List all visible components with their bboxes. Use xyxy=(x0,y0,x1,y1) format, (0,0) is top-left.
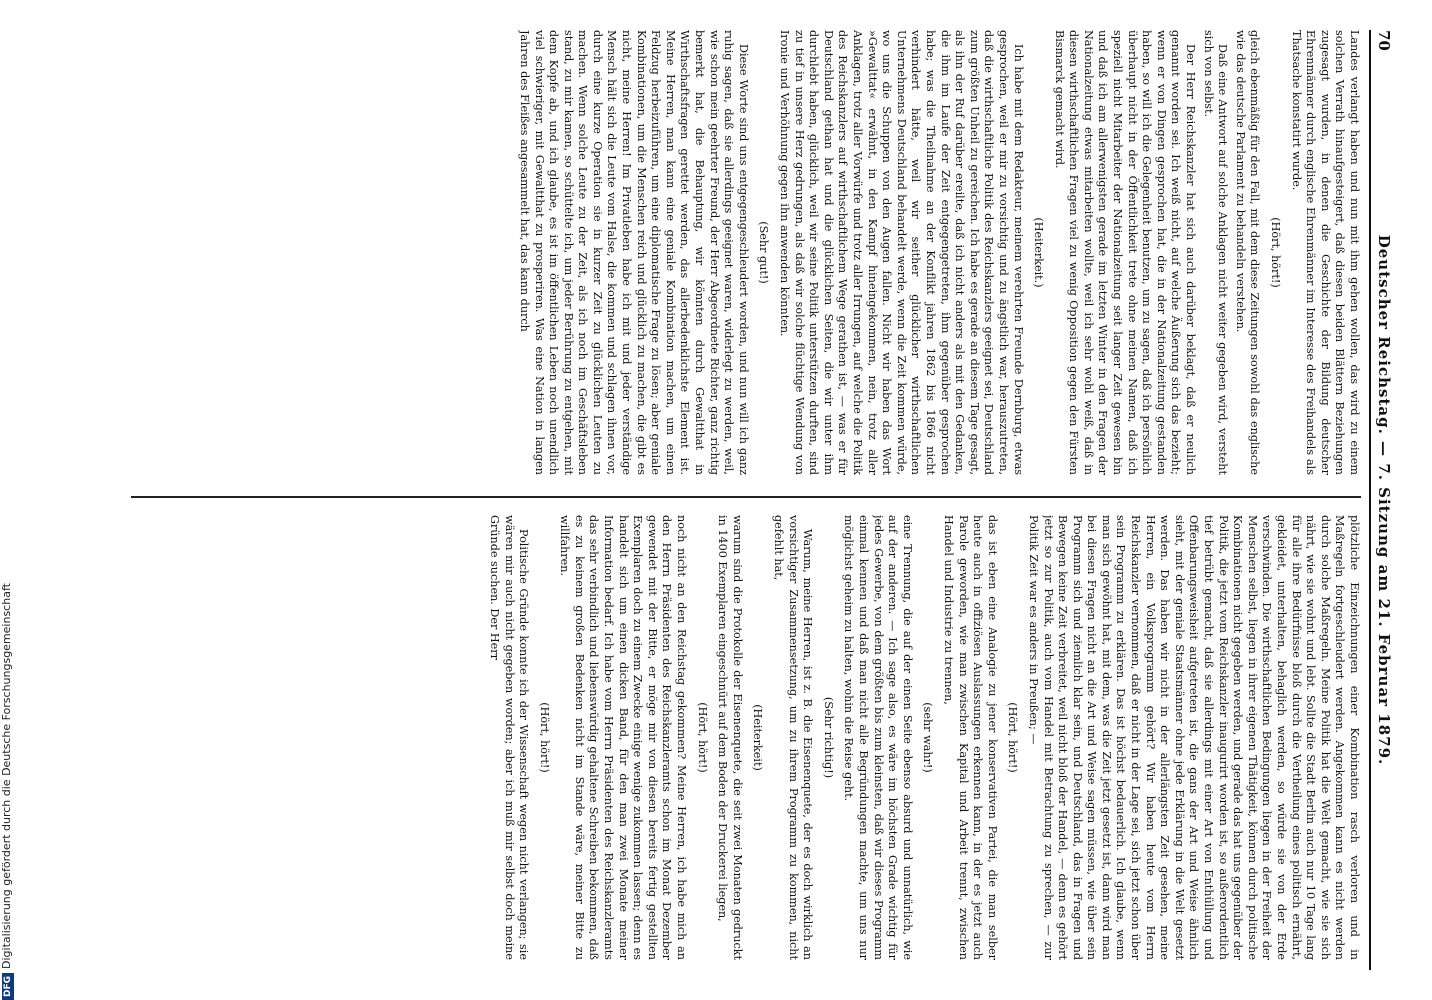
dfg-credit-text: Digitalisierung gefördert durch die Deutsche Forschungsgemeinschaft xyxy=(0,583,13,969)
paragraph: Diese Worte sind uns entgegengeschleudert worden, und nun will ich ganz ruhig sagen, daß sie allerdings geeignet waren, widerlegt zu werden, weil, wie schon mein geehrter Freund, der Herr Abgeordnete Richter, ganz richtig bemerkt hat, die Behauptung, wir könnten durch Gewaltthat in Wirthschaftsfragen gerettet werden, das allerbedenklichste Element ist. Meine Herren, man kann eine geniale Kombination machen, um einen Feldzug herbeizuführen, um eine diplomatische Frage zu lösen; aber geniale Kombinationen, um die Menschen reich und glücklich zu machen, die gibt es nicht, meine Herren! Im Privatleben habe ich mit und jeder verständige Mensch hält sich die Leute vom Halse, die kommen und schlagen ihnen vor, durch eine kurze Operation sie in kurzer Zeit zu glücklichen Leuten zu machen. Wenn solche Leute zu der Zeit, als ich noch im Geschäftsleben stand, zu mir kamen, so schüttelte ich, um jeder Berührung zu entgehen, mit dem Kopfe ab, und ich glaube, es ist im öffentlichen Leben noch unendlich viel schwieriger, mit Gewaltthat zu prosperiren. Was eine Nation in langen Jahren des Fleißes angesammelt hat, das kann durch xyxy=(517,30,750,475)
paragraph: noch nicht an den Reichstag gekommen? Meine Herren, ich habe mich an den Herrn Präsidenten des Reichskanzleramts schon im Monat Dezember gewendet mit der Bitte, er möge mir von diesen bereits fertig gestellten Exemplaren doch zu einem Zwecke einige wenige zukommen lassen; denn es handelt sich um einen dicken Band, für den man zwei Monate meiner Information bedarf. Ich habe vom Herrn Präsidenten des Reichskanzleramts das sehr verbindlich und liebenswürdig gehaltene Schreiben bekommen, daß es zu keinem großen Bedenken nicht im Stande wäre, meiner Bitte zu willfahren. xyxy=(558,515,689,960)
paragraph: plötzliche Einzeichnungen einer Kombination rasch verloren und in Maßregeln fortgeschleudert werden. Angekommen kann es nicht werden durch solche Maßregeln. Meine Politik hat die Welt gemacht, wie sie sich nährt, wie sie wohnt und lebt. Sollte die Stadt Berlin auch nur 10 Tage lang für alle ihre Bedürfnisse bloß durch die Vertheilung eines politisch ernährt, gekleidet, unterhalten, behaglich werden, so würde sie von der Erde verschwinden. Die wirthschaftlichen Bedingungen liegen in der Freiheit der Menschen selbst, liegen in ihrer eigenen Thätigkeit, können durch politische Kombinationen nicht gegeben werden, und gerade das hat uns gegenüber der Politik, die jetzt vom Reichskanzler inaugurirt worden ist, so außerordentlich tief betrübt gemacht, daß sie allerdings mit einer Art von Enthüllung und Offenbarungsweisheit aufgetreten ist, die gans der Art und Weise ähnlich sieht, mit der geniale Staatsmänner ohne jede Erklärung in die Welt gesetzt werden. Das haben wir nicht in der allerlängsten Zeit gesehen, meine Herren, ein Volksprogramm gehört? Wir haben heute vom Herrn Reichskanzler vernommen, daß er nicht in der Lage sei, sich jetzt schon über sein Programm zu erklären. Das ist höchst bedauerlich. Ich glaube, wenn man sich gewöhnt hat, mit dem, was die Zeit jetzt gesetzt ist, dann wird man bei diesen Fragen nicht an die Art und Weise sagen müssen, wie über sein Programm sich und ziemlich klar sein, und Deutschland, das in Fragen und Bewegen keine Zeit verbreitet, weil nicht bloß der Handel, — denn es gehört jetzt so zur Politik, auch vom Handel mit Betrachtung zu sprechen, — zur Politik Zeit war es anders in Preußen; — xyxy=(1026,515,1361,960)
interjection: (Heiterkeit) xyxy=(751,704,765,771)
scanned-page xyxy=(95,30,1395,970)
paragraph: Der Herr Reichskanzler hat sich auch darüber beklagt, daß er neulich genannt worden sei. Ich weiß nicht, auf welche Äußerung sich das bezieht; wenn er von Dingen gesprochen hat, die in der Nationalzeitung gestanden haben, so will ich die Gelegenheit benutzen, um zu sagen, daß ich persönlich überhaupt nicht in der Öffentlichkeit trete ohne meinen Namen, daß ich speziell nicht Mitarbeiter der Nationalzeitung seit langer Zeit gewesen bin und daß ich am allerwenigsten gerade im letzten Winter in den Fragen der Nationalzeitung etwas mitarbeiten wollte, weil ich sehr wohl weiß, daß in diesen wirthschaftlichen Fragen viel zu wenig Opposition gegen den Fürsten Bismarck gemacht wird. xyxy=(1052,30,1198,475)
paragraph: warum sind die Protokolle der Eisenenquete, die seit zwei Monaten gedruckt in 1400 Exemplaren eingeschnürt auf dem Boden der Druckerei liegen, xyxy=(716,515,744,960)
dfg-logo: DFG xyxy=(2,973,14,1000)
paragraph: Warum, meine Herren, ist z. B. die Eisenenquete, der es doch wirklich an vorsichtiger Zusammensetzung, um zu ihrem Programm zu kommen, nicht gefehlt hat, xyxy=(772,515,815,960)
interjection: (Hört, hört!) xyxy=(695,702,709,773)
left-column xyxy=(131,30,1361,475)
paragraph: das ist eben eine Analogie zu jener konservativen Partei, die man selber heute auch in offiziösen Auslassungen erkennen kann, in der es jetzt auch Parole geworden, wie man zwischen Kapital und Arbeit trennt, zwischen Handel und Industrie zu trennen, xyxy=(941,515,999,960)
paragraph: Ich habe mit dem Redakteur, meinem verehrten Freunde Dernburg, etwas gesprochen, weil er mir zu vorsichtig und zu ängstlich war, herauszutreten, daß die wirthschaftliche Politik des Reichskanzlers geeignet sei, Deutschland zum größten Unheil zu gereichen. Ich habe es gerade an diesem Tage gesagt, als ihn der Ruf darüber ereilte, daß ich nicht anders als mit den Gedanken, die ihm im Laufe der Zeit entgegengetreten, ihm gegenüber gesprochen habe; was die Theilnahme an der Konflikt jahren 1862 bis 1866 nicht verhindert hätte, weil wir seither glücklicher wirthschaftlichen Unternehmens Deutschland behandelt werde, wenn die Zeit kommen würde, wo uns die Schuppen von den Augen fallen. Nicht wir haben das Wort »Gewalttat« erwähnt, in den Kampf hineingekommen, nein, trotz aller Anklagen, trotz aller Vorwürfe und trotz aller Irrungen, auf welche die Politik des Reichskanzlers auf wirthschaftlichem Wege gerathen ist, — was er für Deutschland gethan hat und die glücklichen Seiten, die wir unter ihm durchlebt haben, glücklich, weil wir seine Politik unterstützen durften, sind zu tief in unsere Herz gedrungen, als daß wir solche flüchtige Wendung von Ironie und Verhöhnung gegen ihn anwenden könnten. xyxy=(778,30,1025,475)
interjection: (Sehr gut!) xyxy=(757,221,771,284)
paragraph: Landes verlangt haben und nun mit ihm gehen wollen, das wird zu einem solchen Verrath hinaufgesteigert, daß diesen beiden Blättern Beziehungen zugesagt wurden, in denen die Geschichte der Bildung deutscher Ehrenmänner durch englische Ehrenmänner im Interesse des Freihandels als Thatsache konstatirt wurde. xyxy=(1289,30,1361,475)
dfg-credit xyxy=(0,583,14,1000)
paragraph: gleich ebenmäßig für den Fall, mit dem diese Zeitungen sowohl das englische wie das deutsche Parlament zu behandeln verstehen. xyxy=(1233,30,1262,475)
interjection: (Hört, hört!) xyxy=(1269,217,1283,288)
page-number: 70 xyxy=(1375,30,1393,51)
paragraph: Politische Gründe konnte ich der Wissenschaft wegen nicht verlangen; sie wären mir auch nicht gegeben worden; aber ich muß mir selbst doch meine Gründe suchen. Der Herr xyxy=(487,515,531,960)
interjection: (Heiterkeit.) xyxy=(1032,217,1046,288)
interjection: (Hört, hört!) xyxy=(537,702,551,773)
interjection: (Sehr richtig!) xyxy=(821,696,835,779)
interjection: (sehr wahr!) xyxy=(921,702,935,773)
paragraph: Daß eine Antwort auf solche Anklagen nicht weiter gegeben wird, versteht sich von selbst. xyxy=(1201,30,1230,475)
paragraph: eine Trennung, die auf der einen Seite ebenso absurd und unnatürlich, wie auf der anderen. — Ich sage also, es wäre im höchsten Grade wichtig für jedes Gewerbe, von dem größten bis zum kleinsten, daß wir dieses Programm einmal kennen und daß man nicht alle Begründungen machte, um uns nur möglichst geheim zu halten, wohin die Reise geht. xyxy=(842,515,914,960)
column-divider xyxy=(131,496,1361,498)
page-header xyxy=(1369,30,1395,970)
header-rule xyxy=(1369,30,1371,970)
page-title: Deutscher Reichstag. — 7. Sitzung am 21. Februar 1879. xyxy=(1375,234,1393,766)
interjection: (Hört, hört!) xyxy=(1006,702,1020,773)
right-column xyxy=(131,515,1361,960)
